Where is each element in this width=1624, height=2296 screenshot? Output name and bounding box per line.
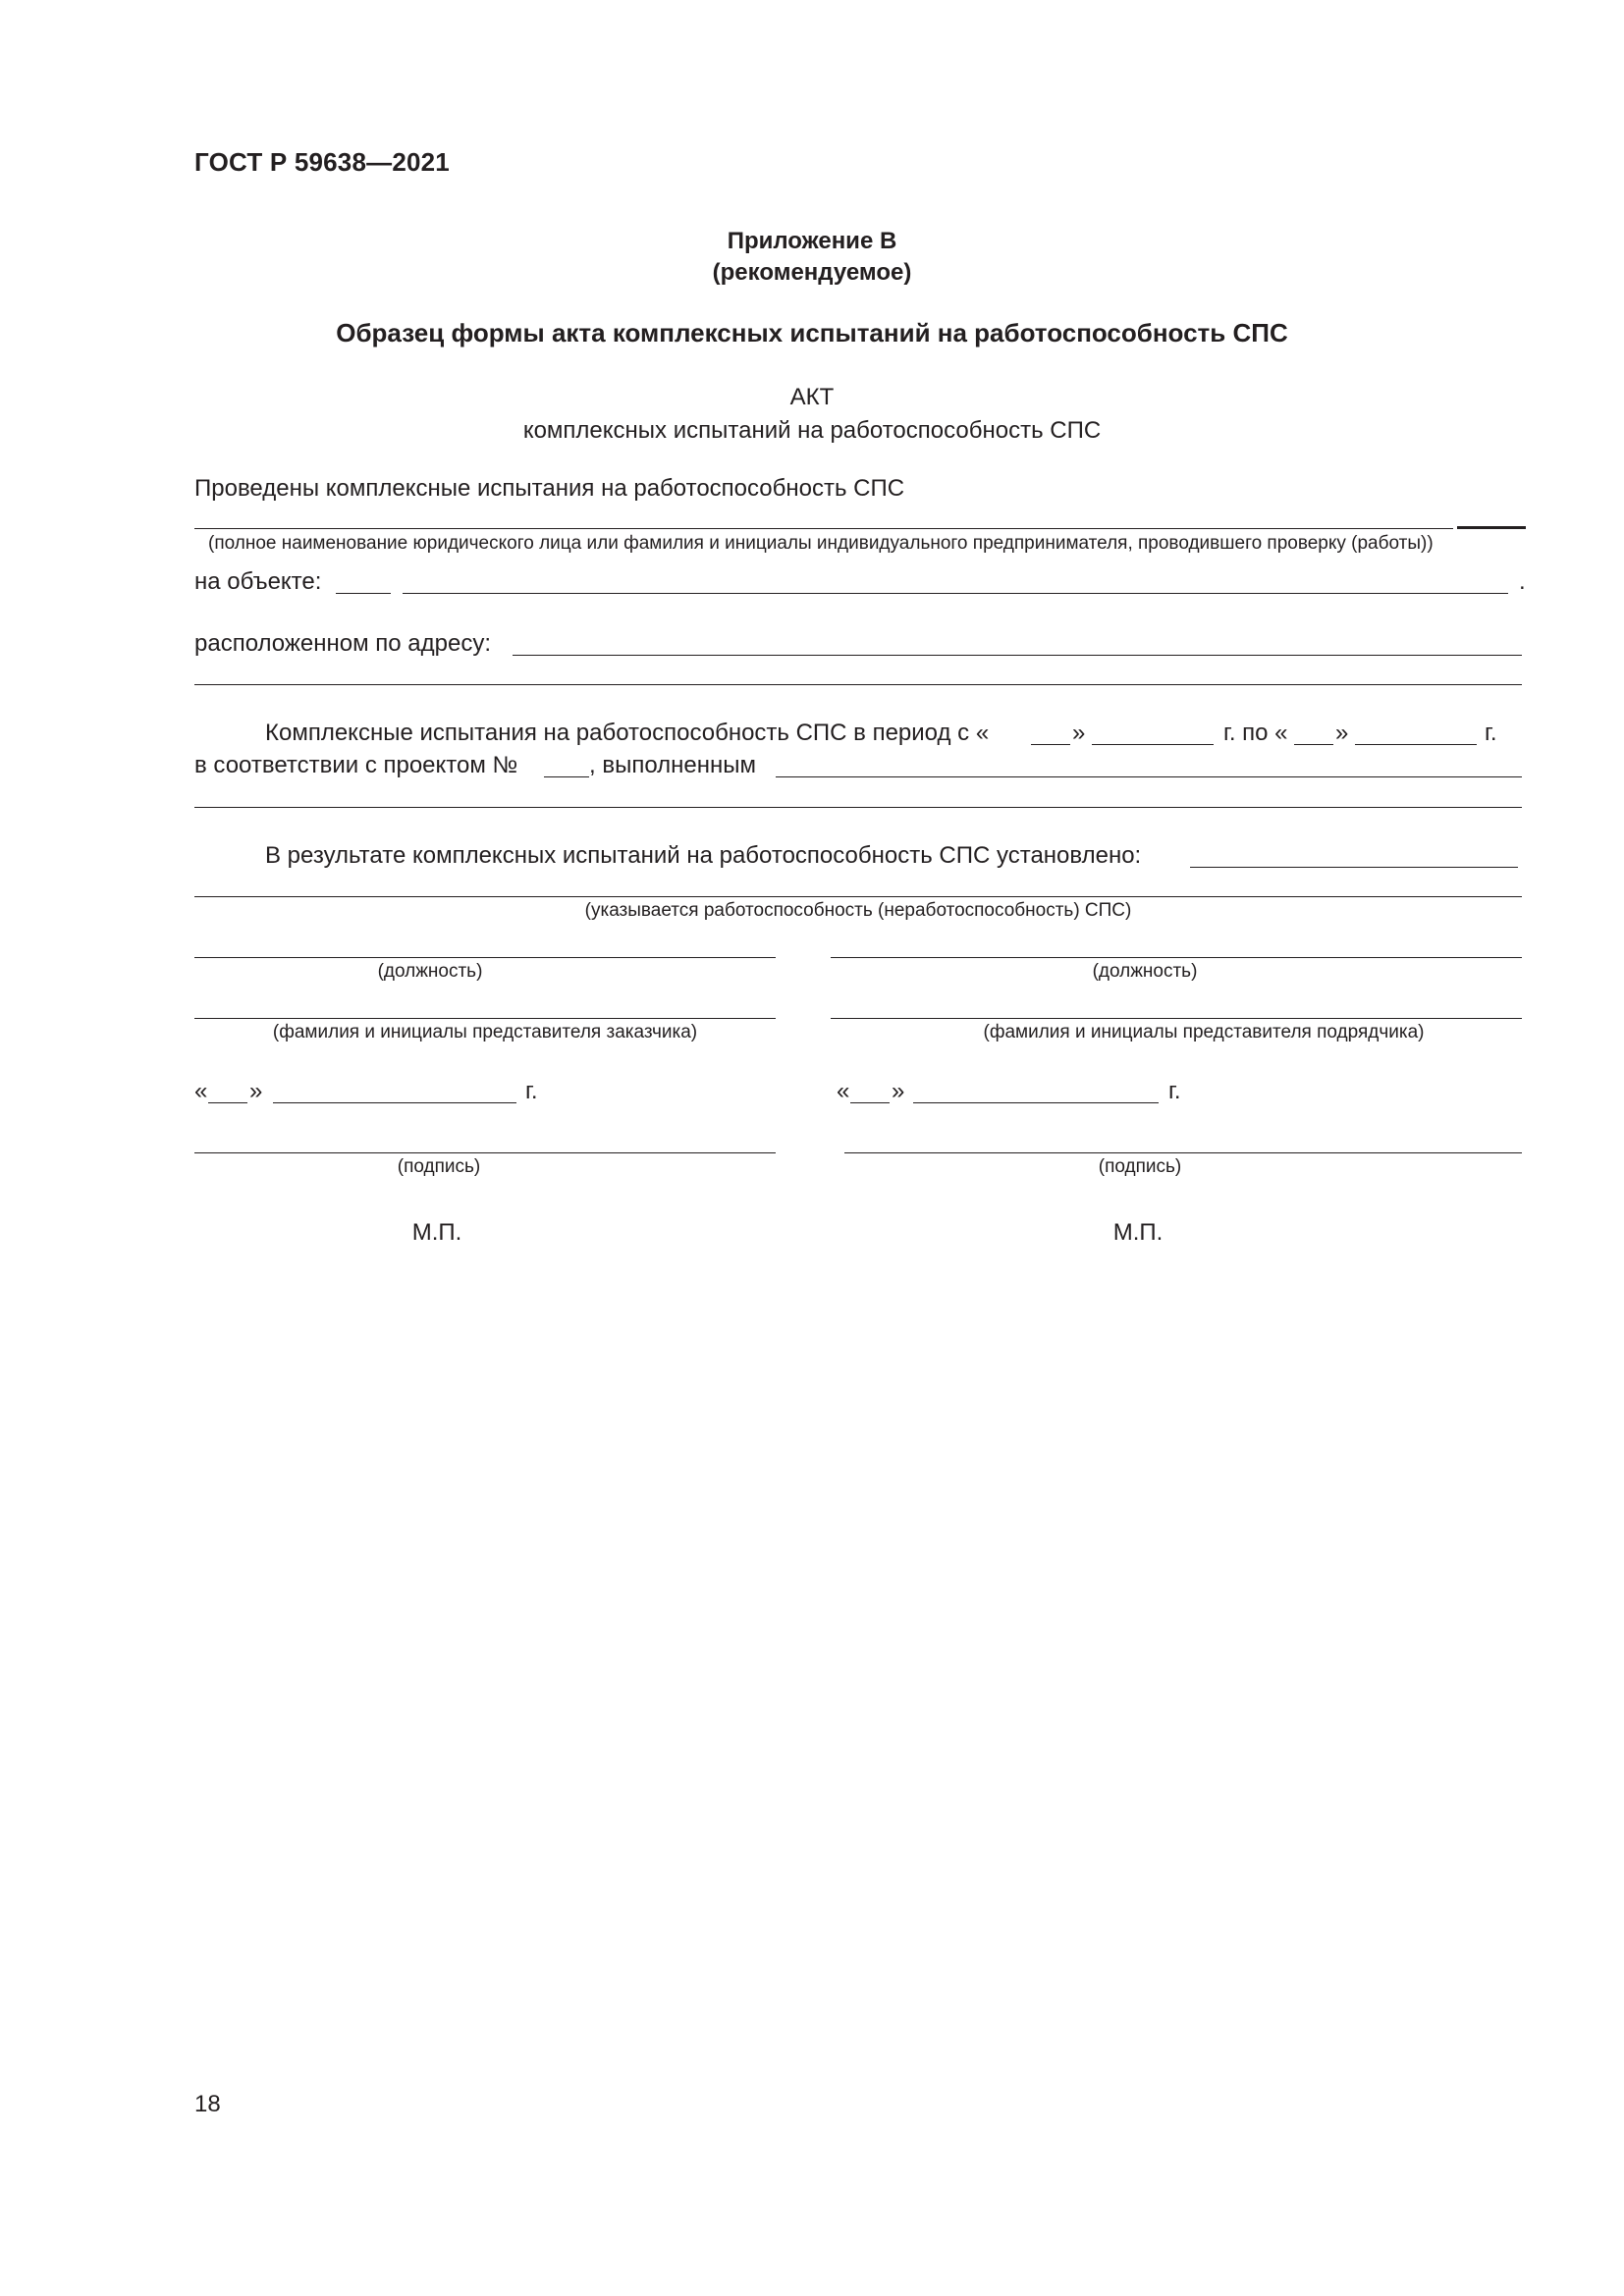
contractor-position-caption: (должность) (1092, 961, 1198, 982)
address-line-2[interactable] (194, 684, 1522, 685)
object-name-line[interactable] (403, 593, 1508, 594)
act-heading-block (0, 381, 1624, 448)
project-number-line[interactable] (544, 776, 589, 777)
project-executed-label: , выполненным (589, 752, 757, 778)
customer-position-line[interactable] (194, 957, 776, 958)
project-prefix: в соответствии с проектом № (194, 752, 518, 778)
contractor-date-day-line[interactable] (850, 1102, 890, 1103)
project-executor-line-2[interactable] (194, 807, 1522, 808)
period-to-label: г. по « (1223, 720, 1288, 746)
contractor-position-line[interactable] (831, 957, 1522, 958)
address-line-1[interactable] (513, 655, 1522, 656)
annex-title: Приложение В (727, 228, 897, 254)
object-label: на объекте: (194, 568, 322, 595)
form-title: Образец формы акта комплексных испытаний на работоспособность СПС (336, 318, 1288, 347)
contractor-name-line[interactable] (831, 1018, 1522, 1019)
period-end-day-line[interactable] (1294, 744, 1333, 745)
result-line-2[interactable] (194, 896, 1522, 897)
customer-date-month-line[interactable] (273, 1102, 516, 1103)
result-label: В результате комплексных испытаний на работоспособность СПС установлено: (265, 842, 1142, 869)
customer-signature-line[interactable] (194, 1152, 776, 1153)
page-number: 18 (194, 2091, 221, 2117)
contractor-date-close-quote: » (892, 1078, 905, 1104)
customer-date-year: г. (525, 1078, 538, 1104)
annex-heading (0, 226, 1624, 289)
period-year-suffix: г. (1485, 720, 1497, 746)
object-period: . (1519, 568, 1526, 595)
period-close-quote-2: » (1335, 720, 1349, 746)
contractor-stamp-label: М.П. (1112, 1219, 1164, 1246)
customer-date-day-line[interactable] (208, 1102, 247, 1103)
period-end-month-line[interactable] (1355, 744, 1477, 745)
act-subtitle: комплексных испытаний на работоспособность СПС (522, 417, 1102, 444)
period-start-day-line[interactable] (1031, 744, 1070, 745)
result-caption: (указывается работоспособность (неработоспособность) СПС) (584, 900, 1132, 921)
project-executor-line-1[interactable] (776, 776, 1522, 777)
org-name-line-end[interactable] (1457, 526, 1526, 529)
contractor-signature-line[interactable] (844, 1152, 1522, 1153)
annex-status: (рекомендуемое) (712, 259, 912, 286)
address-label: расположенном по адресу: (194, 630, 492, 657)
act-heading: АКТ (789, 384, 835, 410)
customer-date-close-quote: » (249, 1078, 263, 1104)
contractor-date-year: г. (1168, 1078, 1181, 1104)
customer-name-caption: (фамилия и инициалы представителя заказчика) (272, 1022, 698, 1042)
intro-text: Проведены комплексные испытания на работоспособность СПС (194, 475, 905, 502)
org-name-line[interactable] (194, 528, 1453, 529)
customer-name-line[interactable] (194, 1018, 776, 1019)
customer-position-caption: (должность) (377, 961, 483, 982)
result-line-1[interactable] (1190, 867, 1518, 868)
period-prefix: Комплексные испытания на работоспособность СПС в период с « (265, 720, 990, 746)
contractor-signature-caption: (подпись) (1098, 1156, 1182, 1177)
period-start-month-line[interactable] (1092, 744, 1214, 745)
contractor-name-caption: (фамилия и инициалы представителя подрядчика) (983, 1022, 1425, 1042)
document-code: ГОСТ Р 59638—2021 (194, 147, 450, 177)
customer-date-open-quote: « (194, 1078, 208, 1104)
customer-stamp-label: М.П. (411, 1219, 462, 1246)
contractor-date-open-quote: « (837, 1078, 850, 1104)
object-short-line[interactable] (336, 593, 391, 594)
contractor-date-month-line[interactable] (913, 1102, 1159, 1103)
org-name-caption: (полное наименование юридического лица или фамилия и инициалы индивидуального предпринимателя, проводившего проверку (работы)) (208, 533, 1434, 554)
period-close-quote-1: » (1072, 720, 1086, 746)
customer-signature-caption: (подпись) (397, 1156, 481, 1177)
